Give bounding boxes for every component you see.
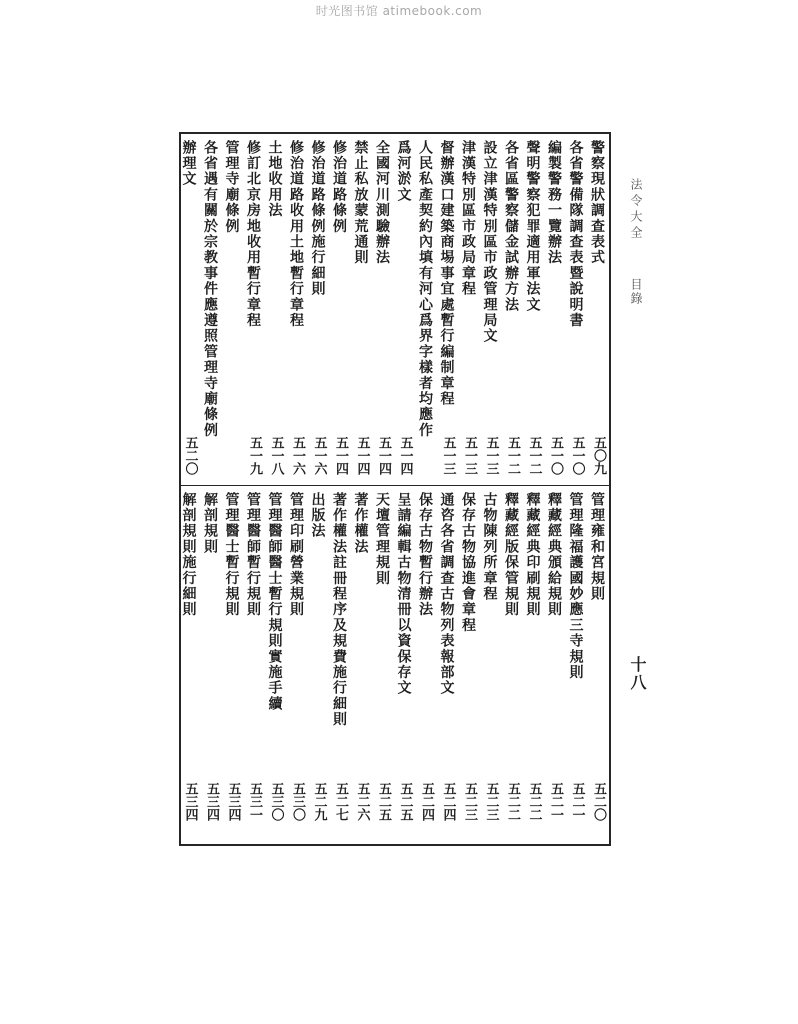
toc-entry-title: 呈請編輯古物清冊以資保存文: [395, 492, 412, 697]
toc-entry-title: 編製警務一覽辦法: [546, 140, 562, 266]
toc-entry-title: 著作權法: [352, 492, 369, 555]
toc-entry-page: 五二二: [526, 782, 542, 821]
toc-entry-page: 五三四: [225, 782, 241, 821]
toc-entry-page: 五一二: [505, 436, 520, 475]
toc-entry-title: 全國河川測驗辦法: [374, 140, 390, 266]
toc-entry-title: 各省警備隊調查表暨說明書: [567, 140, 584, 329]
toc-entry-title: 釋藏經典印刷規則: [524, 492, 541, 618]
toc-entry-page: 五二九: [311, 782, 327, 821]
toc-entry-page: 五二一: [548, 782, 563, 821]
toc-entry-page: 五一〇: [548, 436, 563, 475]
toc-entry-page: 五二一: [569, 782, 585, 821]
toc-entry-title: 修訂北京房地收用暫行章程: [245, 140, 261, 329]
toc-entry-page: 五一九: [247, 436, 262, 475]
toc-entry-title: 古物陳列所章程: [481, 492, 498, 602]
page-number: 十八: [628, 656, 647, 692]
toc-entry-page: 五一三: [440, 436, 456, 475]
toc-entry-title: 管理醫師醫士暫行規則實施手續: [266, 492, 283, 712]
toc-entry-page: 五三四: [204, 782, 219, 821]
toc-entry-title: 設立津漢特別區市政管理局文: [481, 140, 498, 345]
toc-entry-title: 管理隆福護國妙應三寺規則: [567, 492, 584, 681]
toc-entry-title: 管理醫師暫行規則: [245, 492, 261, 618]
toc-entry-page: 五二二: [505, 782, 520, 821]
section-label: 目錄: [629, 278, 643, 306]
toc-entry-page: 五二五: [376, 782, 391, 821]
toc-entry-title: 聲明警察犯罪適用軍法文: [524, 140, 541, 313]
toc-entry-page: 五一六: [290, 436, 305, 475]
toc-entry-title: 禁止私放蒙荒通則: [352, 140, 369, 266]
toc-entry-title: 修治道路條例: [331, 140, 347, 235]
toc-entry-page: 五二〇: [591, 782, 606, 821]
toc-entry-title: 管理醫士暫行規則: [223, 492, 240, 618]
toc-entry-page: 五二七: [333, 782, 348, 821]
toc-entry-page: 五三四: [182, 782, 198, 821]
toc-entry-page: 五二五: [397, 782, 413, 821]
toc-entry-page: 五一八: [268, 436, 284, 475]
toc-entry-page: 五一三: [462, 436, 477, 475]
toc-entry-title: 管理寺廟條例: [223, 140, 240, 235]
toc-entry-title: 督辦漢口建築商埸事宜處暫行編制章程: [438, 140, 455, 407]
toc-entry-page: 五一三: [483, 436, 499, 475]
toc-entry-title: 解剖規則施行細則: [180, 492, 197, 618]
toc-entry-page: 五三〇: [268, 782, 284, 821]
toc-entry-title: 各省區警察儲金試辦方法: [503, 140, 519, 313]
toc-entry-title: 各省遇有關於宗教事件應遵照管理寺廟條例: [202, 140, 218, 439]
toc-entry-page: 五一四: [397, 436, 413, 475]
toc-entry-title: 著作權法註冊程序及規費施行細則: [331, 492, 347, 728]
book-title: 法令大全: [629, 178, 643, 242]
toc-entry-page: 五一六: [311, 436, 327, 475]
toc-entry-title: 管理印刷營業規則: [288, 492, 304, 618]
toc-entry-title: 津漢特別區市政局章程: [460, 140, 476, 297]
toc-entry-title: 天壇管理規則: [374, 492, 390, 587]
toc-entry-title: 警察現狀調查表式: [589, 140, 605, 266]
toc-entry-title: 修治道路條例施行細則: [309, 140, 326, 297]
toc-entry-page: 五二四: [440, 782, 456, 821]
toc-entry-page: 五一四: [333, 436, 348, 475]
divider-rule: [179, 485, 611, 486]
toc-entry-page: 五〇九: [591, 436, 606, 475]
toc-entry-title: 通咨各省調查古物列表報部文: [438, 492, 455, 697]
toc-entry-title: 釋藏經典頒給規則: [546, 492, 562, 618]
toc-entry-page: 五二三: [462, 782, 477, 821]
toc-entry-title: 辦理文: [180, 140, 197, 188]
toc-entry-title: 出版法: [309, 492, 326, 540]
toc-entry-title: 保存古物暫行辦法: [417, 492, 433, 618]
toc-entry-page: 五一四: [376, 436, 391, 475]
site-watermark: 时光图书馆 atimebook.com: [315, 4, 483, 18]
toc-entry-title: 修治道路收用土地暫行章程: [288, 140, 304, 329]
toc-entry-page: 五三一: [247, 782, 262, 821]
toc-entry-page: 五二〇: [182, 436, 198, 475]
toc-entry-title: 保存古物協進會章程: [460, 492, 476, 634]
toc-entry-page: 五一二: [526, 436, 542, 475]
toc-entry-page: 五二六: [354, 782, 370, 821]
toc-entry-title: 釋藏經版保管規則: [503, 492, 519, 618]
toc-entry-title: 管理雍和宮規則: [589, 492, 605, 602]
toc-entry-title: 解剖規則: [202, 492, 218, 555]
toc-entry-page: 五一〇: [569, 436, 585, 475]
toc-entry-title: 爲河淤文: [395, 140, 412, 203]
toc-entry-title: 人民私產契約內填有河心爲界字樣者均應作: [417, 140, 433, 439]
toc-entry-page: 五三〇: [290, 782, 305, 821]
toc-entry-page: 五二三: [483, 782, 499, 821]
toc-entry-page: 五二四: [419, 782, 434, 821]
toc-entry-title: 土地收用法: [266, 140, 283, 219]
toc-entry-page: 五一四: [354, 436, 370, 475]
